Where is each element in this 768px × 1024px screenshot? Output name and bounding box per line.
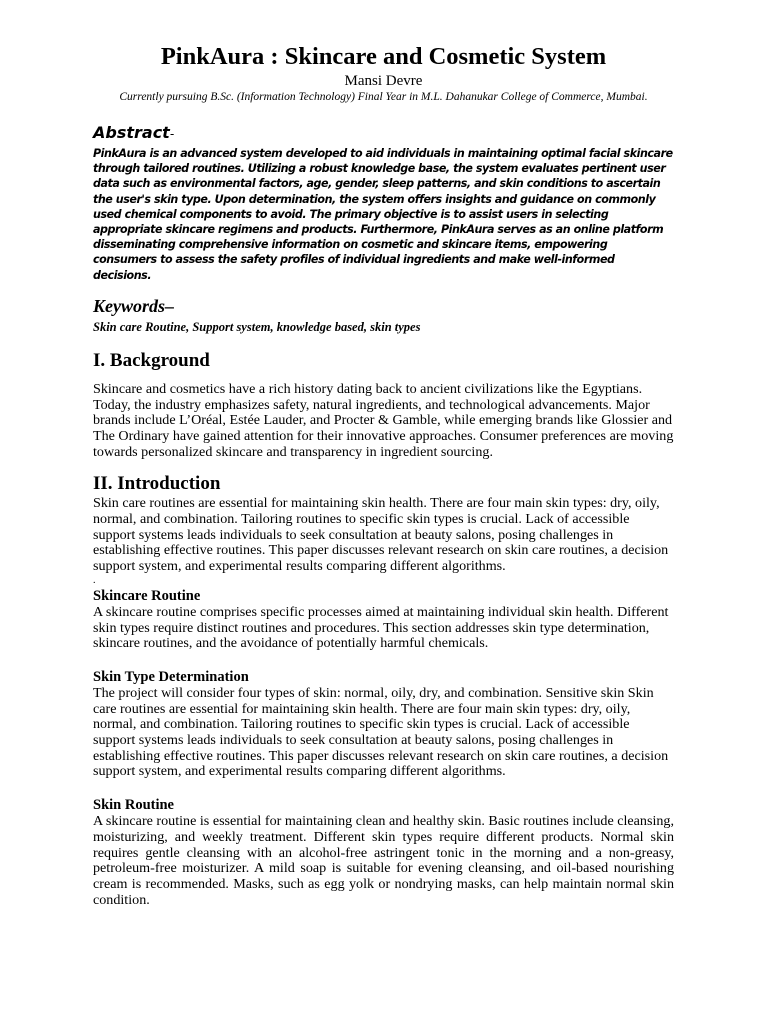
- section-heading-background: I. Background: [93, 349, 210, 371]
- skin-routine-text: A skincare routine is essential for maintaining clean and healthy skin. Basic routines include cleansing, moisturizing, and weekly treatment. Different skin types require different products. Normal skin requires gentle cleansing with an alcohol-free astringent tonic in the morning and a non-greasy, petroleum-free moisturizer. A mild soap is suitable for evening cleansing, and oil-based nourishing cream is recommended. Masks, such as egg yolk or nondrying masks, can help maintain normal skin condition.: [93, 813, 674, 908]
- abstract-heading: [93, 122, 674, 145]
- subsection-heading-skin-routine: Skin Routine: [93, 797, 174, 814]
- subsection-heading-skin-type: Skin Type Determination: [93, 668, 249, 685]
- abstract-heading-label: Abstract: [93, 123, 170, 142]
- introduction-text: Skin care routines are essential for maintaining skin health. There are four main skin types: dry, oily, normal, and combination. Tailoring routines to specific skin types is crucial. Lack of accessible support systems leads individuals to seek consultation at beauty salons, posing challenges in establishing effective routines. This paper discusses relevant research on skin care routines, a decision support system, and experimental results comparing different algorithms.: [93, 495, 669, 575]
- stray-dot: .: [93, 574, 96, 586]
- abstract-text: PinkAura is an advanced system developed to aid individuals in maintaining optimal facial skincare through tailored routines. Utilizing a robust knowledge base, the system evaluates pertinent user data such as environmental factors, age, gender, sleep patterns, and skin conditions to ascertain the user's skin type. Upon determination, the system offers insights and guidance on commonly used chemical components to avoid. The primary objective is to assist users in selecting appropriate skincare regimens and products. Furthermore, PinkAura serves as an online platform disseminating comprehensive information on cosmetic and skincare items, empowering consumers to assess the safety profiles of individual ingredients and make well-informed decisions.: [93, 147, 673, 282]
- paper-content: [93, 42, 674, 908]
- paper-title: PinkAura : Skincare and Cosmetic System: [160, 43, 607, 70]
- skin-type-text: The project will consider four types of skin: normal, oily, dry, and combination. Sensitive skin Skin care routines are essential for maintaining skin health. There are four main skin types: dry, oily, normal, and combination. Tailoring routines to specific skin types is crucial. Lack of accessible support systems leads individuals to seek consultation at beauty salons, posing challenges in establishing effective routines. This paper discusses relevant research on skin care routines, a decision support system, and experimental results comparing different algorithms.: [93, 684, 669, 780]
- subsection-heading-skincare-routine: Skincare Routine: [93, 587, 201, 604]
- abstract-heading-dash: -: [169, 127, 175, 141]
- author-affiliation: Currently pursuing B.Sc. (Information Technology) Final Year in M.L. Dahanukar College of Commerce, Mumbai.: [119, 91, 648, 103]
- section-heading-introduction: II. Introduction: [93, 473, 221, 495]
- keywords-text: Skin care Routine, Support system, knowledge based, skin types: [93, 319, 421, 334]
- skincare-routine-text: A skincare routine comprises specific processes aimed at maintaining individual skin health. Different skin types require distinct routines and procedures. This section addresses skin type determination, skincare routines, and the avoidance of potentially harmful chemicals.: [93, 603, 669, 652]
- background-text: Skincare and cosmetics have a rich history dating back to ancient civilizations like the Egyptians. Today, the industry emphasizes safety, natural ingredients, and technological advancements. Major brands include L’Oréal, Estée Lauder, and Procter & Gamble, while emerging brands like Glossier and The Ordinary have gained attention for their innovative approaches. Consumer preferences are moving towards personalized skincare and transparency in ingredient sourcing.: [93, 380, 674, 460]
- keywords-heading: Keywords–: [93, 295, 174, 316]
- author-name: Mansi Devre: [344, 73, 423, 89]
